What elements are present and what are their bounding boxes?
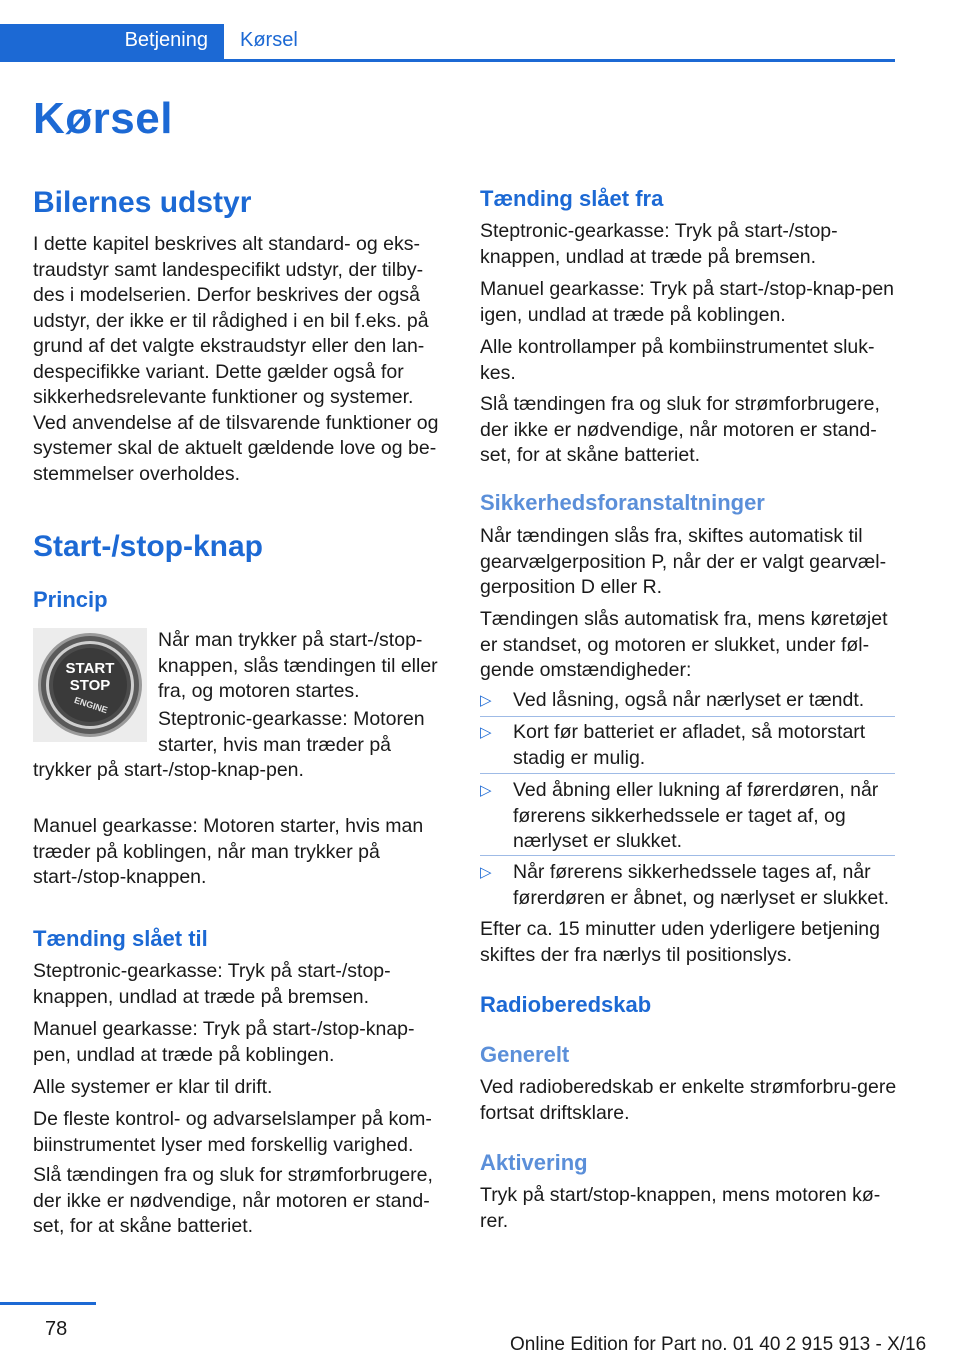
- triangle-bullet-icon: ▷: [480, 864, 492, 881]
- edition-footer: Online Edition for Part no. 01 40 2 915 913 - X/16: [510, 1334, 927, 1355]
- subsection-title-taending-til: Tænding slået til: [33, 926, 208, 951]
- paragraph-princip-1: Når man trykker på start-/stop-knappen, slås tændingen til eller fra, og motoren startes.: [158, 629, 438, 702]
- list-item-text: Når førerens sikkerhedssele tages af, når førerdøren er åbnet, og nærlyset er slukket.: [513, 861, 890, 909]
- paragraph-princip-3: Manuel gearkasse: Motoren starter, hvis man træder på koblingen, når man trykker på start-/stop-knappen.: [33, 815, 424, 888]
- paragraph-til-3: Alle systemer er klar til drift.: [33, 1076, 273, 1098]
- button-text-stop: STOP: [69, 677, 111, 694]
- button-text-start: START: [65, 660, 115, 677]
- tab-koersel[interactable]: Kørsel: [240, 29, 298, 51]
- list-item-text: Ved åbning eller lukning af førerdøren, når førerens sikkerhedssele er taget af, og nærlyset er slukket.: [513, 779, 879, 852]
- button-text-engine: ENGINE: [72, 695, 109, 716]
- paragraph-sikkerhed-1: Når tændingen slås fra, skiftes automatisk til gearvælgerposition P, når der er valgt gearvæl-gerposition D eller R.: [480, 525, 887, 598]
- paragraph-fra-3: Alle kontrollamper på kombiinstrumentet sluk-kes.: [480, 336, 875, 384]
- chapter-tab-bar: [0, 24, 895, 62]
- paragraph-fra-4: Slå tændingen fra og sluk for strømforbrugere, der ikke er nødvendige, når motoren er stand-set, for at skåne batteriet.: [480, 393, 880, 466]
- paragraph-til-1: Steptronic-gearkasse: Tryk på start-/stop-knappen, undlad at træde på bremsen.: [33, 960, 391, 1008]
- triangle-bullet-icon: ▷: [480, 782, 492, 799]
- paragraph-aktivering: Tryk på start/stop-knappen, mens motoren kø-rer.: [480, 1184, 881, 1232]
- subsection-title-generelt: Generelt: [480, 1042, 570, 1067]
- subsection-title-taending-fra: Tænding slået fra: [480, 186, 664, 211]
- paragraph-sikkerhed-3: Efter ca. 15 minutter uden yderligere betjening skiftes der fra nærlys til positionslys.: [480, 918, 880, 966]
- list-divider: [480, 773, 895, 774]
- footer-rule: [0, 1302, 96, 1305]
- section-title-bilernes-udstyr: Bilernes udstyr: [33, 186, 252, 219]
- paragraph-princip-2-continuation: trykker på start-/stop-knap-pen.: [33, 759, 304, 781]
- paragraph-generelt: Ved radioberedskab er enkelte strømforbru-gere fortsat driftsklare.: [480, 1076, 897, 1124]
- paragraph-princip-2a: [158, 707, 450, 759]
- list-divider: [480, 855, 895, 856]
- list-item-text: Kort før batteriet er afladet, så motorstart stadig er mulig.: [513, 721, 866, 769]
- page-number: 78: [45, 1318, 68, 1340]
- paragraph-udstyr: I dette kapitel beskrives alt standard- og eks-traudstyr samt landespecifikt udstyr, der tilby-des i modelserien. Derfor beskrives der også udstyr, der ikke er til rådighed i en bil f.eks. på grund af det valgte ekstraudstyr eller den lan-despecifikke variant. Dette gælder også for sikkerhedsrelevante funktioner og systemer. Ved anvendelse af de tilsvarende funktioner og systemer skal de aktuelt gældende love og be-stemmelser overholdes.: [33, 233, 439, 485]
- subsection-title-sikkerhed: Sikkerhedsforanstaltninger: [480, 490, 765, 515]
- section-title-start-stop: Start-/stop-knap: [33, 530, 264, 563]
- paragraph-til-2: Manuel gearkasse: Tryk på start-/stop-knap-pen, undlad at træde på koblingen.: [33, 1018, 415, 1066]
- paragraph-til-5: Slå tændingen fra og sluk for strømforbrugere, der ikke er nødvendige, når motoren er stand-set, for at skåne batteriet.: [33, 1164, 433, 1237]
- paragraph-princip-2-text: Steptronic-gearkasse: Motoren starter, hvis man træder på: [158, 708, 425, 756]
- start-stop-button-image: [33, 628, 147, 742]
- list-item-text: Ved låsning, også når nærlyset er tændt.: [513, 689, 865, 711]
- subsection-title-radioberedskab: Radioberedskab: [480, 992, 652, 1017]
- triangle-bullet-icon: ▷: [480, 724, 492, 741]
- start-stop-engine-icon: [33, 628, 147, 742]
- paragraph-fra-1: Steptronic-gearkasse: Tryk på start-/stop-knappen, undlad at træde på bremsen.: [480, 220, 838, 268]
- page-title: Kørsel: [33, 94, 173, 143]
- tab-betjening[interactable]: [0, 24, 224, 60]
- subsection-title-aktivering: Aktivering: [480, 1150, 588, 1175]
- paragraph-fra-2: Manuel gearkasse: Tryk på start-/stop-knap-pen igen, undlad at træde på koblingen.: [480, 278, 895, 326]
- list-divider: [480, 716, 895, 717]
- tab-betjening-label: Betjening: [124, 29, 208, 51]
- paragraph-sikkerhed-2: Tændingen slås automatisk fra, mens køretøjet er standset, og motoren er slukket, under føl-gende omstændigheder:: [480, 608, 888, 681]
- paragraph-princip-2b: [33, 758, 451, 810]
- subsection-title-princip: Princip: [33, 587, 108, 612]
- triangle-bullet-icon: ▷: [480, 692, 492, 709]
- paragraph-til-4: De fleste kontrol- og advarselslamper på kom-biinstrumentet lyser med forskellig varighed.: [33, 1108, 432, 1156]
